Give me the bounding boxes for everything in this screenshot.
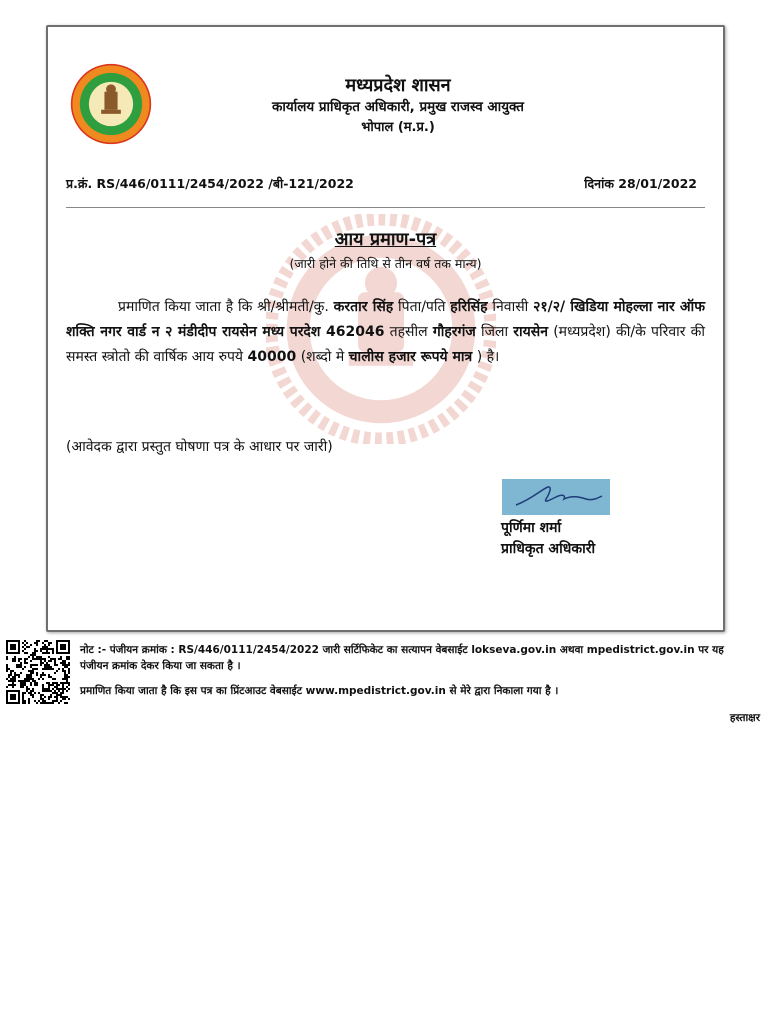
income-amount: 40000 [247,349,297,365]
father-name: हरिसिंह [450,299,488,315]
words-suffix: ) है। [476,349,500,365]
tehsil-label: तहसील [389,324,428,340]
body-intro: प्रमाणित किया जाता है कि श्री/श्रीमती/कु. [118,299,329,315]
district-name: रायसेन [513,324,548,340]
issued-basis-note: (आवेदक द्वारा प्रस्तुत घोषणा पत्र के आधार पर जारी) [66,439,333,455]
income-text: की/के परिवार की समस्त स्त्रोतो की वार्षिक आय रुपये [66,324,706,365]
tehsil-name: गौहरगंज [432,324,476,340]
words-prefix: (शब्दो मे [300,349,345,365]
district-label: जिला [480,324,509,340]
certificate-panel [46,25,725,632]
office-name: कार्यालय प्राधिकृत अधिकारी, प्रमुख राजस्व आयुक्त [272,99,524,115]
validity-note: (जारी होने की तिथि से तीन वर्ष तक मान्य) [289,256,482,271]
relation-label: पिता/पति [398,299,446,315]
resident-label: निवासी [492,299,529,315]
verification-qr-code [6,640,70,704]
applicant-name: करतार सिंह [333,299,394,315]
officer-name: पूर्णिमा शर्मा [501,520,562,536]
officer-signature [502,479,610,515]
header-divider [66,207,705,208]
reference-number: प्र.क्रं. RS/446/0111/2454/2022 /बी-121/2022 [66,176,354,191]
applicant-address: २१/२/ खिडिया मोहल्ला नार ऑफ शक्ति नगर वार्ड न २ मंडीदीप रायसेन मध्य परदेश 462046 [66,299,706,340]
mp-government-emblem [70,63,152,145]
certificate-title: आय प्रमाण-पत्र [334,229,437,250]
verification-note: नोट :- पंजीयन क्रमांक : RS/446/0111/2454/2022 जारी सर्टिफिकेट का सत्यापन वेबसाईट lokseva.gov.in अथवा mpedistrict.gov.in पर यह पंजीयन क्रमांक देकर किया जा सकता है । [80,644,724,672]
officer-designation: प्राधिकृत अधिकारी [501,541,596,557]
certificate-body [66,295,705,370]
office-city: भोपाल (म.प्र.) [361,120,435,135]
signature-label: हस्ताक्षर [729,712,760,724]
government-title: मध्यप्रदेश शासन [345,75,451,96]
state-name: (मध्यप्रदेश) [553,324,611,340]
issue-date: दिनांक 28/01/2022 [584,176,697,191]
amount-in-words: चालीस हजार रूपये मात्र [348,349,473,365]
printout-note: प्रमाणित किया जाता है कि इस पत्र का प्रिंटआउट वेबसाईट www.mpedistrict.gov.in से मेरे द्वारा निकाला गया है । [80,685,559,697]
